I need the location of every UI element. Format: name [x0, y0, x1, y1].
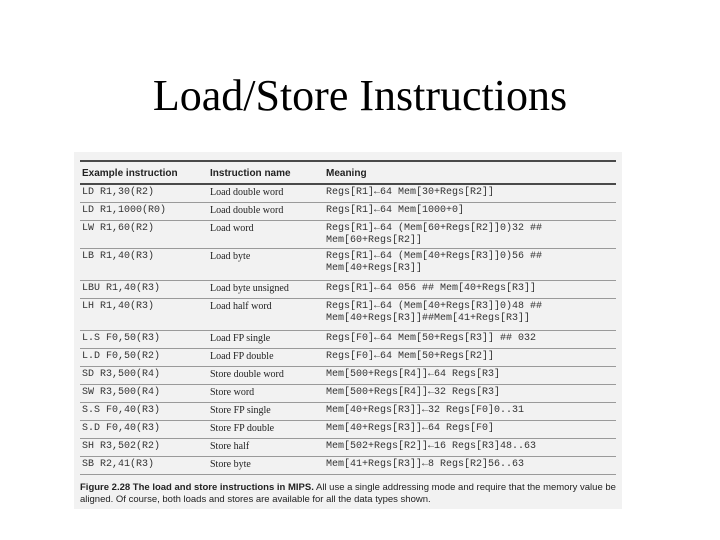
- name-cell: Store word: [208, 385, 324, 403]
- meaning-cell: Regs[R1]←64 (Mem[60+Regs[R2]]0)32 ## Mem[60+Regs[R2]]: [324, 221, 616, 249]
- example-cell: SW R3,500(R4): [80, 385, 208, 403]
- instruction-table: [80, 160, 616, 475]
- table-row: [80, 281, 616, 299]
- name-cell: Store FP single: [208, 403, 324, 421]
- header-meaning: Meaning: [324, 161, 616, 184]
- example-cell: SD R3,500(R4): [80, 367, 208, 385]
- example-cell: LD R1,1000(R0): [80, 203, 208, 221]
- example-cell: S.S F0,40(R3): [80, 403, 208, 421]
- figure-caption-text: All use a single addressing mode and require that the memory value be aligned. Of course, both loads and stores are available for all the data types shown.: [80, 482, 616, 505]
- table-row: [80, 439, 616, 457]
- example-cell: LB R1,40(R3): [80, 249, 208, 281]
- table-row: [80, 184, 616, 203]
- example-cell: LD R1,30(R2): [80, 184, 208, 203]
- name-cell: Load FP double: [208, 349, 324, 367]
- figure-label: Figure 2.28 The load and store instructions in MIPS.: [80, 482, 314, 493]
- name-cell: Load FP single: [208, 331, 324, 349]
- table-row: [80, 203, 616, 221]
- meaning-cell: Mem[40+Regs[R3]]←32 Regs[F0]0..31: [324, 403, 616, 421]
- example-cell: S.D F0,40(R3): [80, 421, 208, 439]
- meaning-cell: Mem[41+Regs[R3]]←8 Regs[R2]56..63: [324, 457, 616, 475]
- name-cell: Load half word: [208, 299, 324, 331]
- meaning-cell: Regs[R1]←64 Mem[1000+0]: [324, 203, 616, 221]
- example-cell: LW R1,60(R2): [80, 221, 208, 249]
- name-cell: Store half: [208, 439, 324, 457]
- table-row: [80, 367, 616, 385]
- table-row: [80, 421, 616, 439]
- name-cell: Load word: [208, 221, 324, 249]
- header-name: Instruction name: [208, 161, 324, 184]
- table-row: [80, 385, 616, 403]
- figure-caption: [80, 482, 616, 506]
- meaning-cell: Regs[F0]←64 Mem[50+Regs[R2]]: [324, 349, 616, 367]
- meaning-cell: Mem[502+Regs[R2]]←16 Regs[R3]48..63: [324, 439, 616, 457]
- table-header-row: [80, 161, 616, 184]
- meaning-cell: Regs[R1]←64 Mem[30+Regs[R2]]: [324, 184, 616, 203]
- table-row: [80, 221, 616, 249]
- table-row: [80, 299, 616, 331]
- header-example: Example instruction: [80, 161, 208, 184]
- example-cell: L.D F0,50(R2): [80, 349, 208, 367]
- meaning-cell: Mem[500+Regs[R4]]←32 Regs[R3]: [324, 385, 616, 403]
- example-cell: LBU R1,40(R3): [80, 281, 208, 299]
- name-cell: Load byte: [208, 249, 324, 281]
- name-cell: Store double word: [208, 367, 324, 385]
- meaning-cell: Regs[R1]←64 (Mem[40+Regs[R3]]0)56 ## Mem[40+Regs[R3]]: [324, 249, 616, 281]
- name-cell: Load double word: [208, 203, 324, 221]
- meaning-cell: Regs[F0]←64 Mem[50+Regs[R3]] ## 032: [324, 331, 616, 349]
- table-row: [80, 349, 616, 367]
- table-row: [80, 249, 616, 281]
- name-cell: Store byte: [208, 457, 324, 475]
- name-cell: Store FP double: [208, 421, 324, 439]
- table-row: [80, 403, 616, 421]
- example-cell: L.S F0,50(R3): [80, 331, 208, 349]
- slide-title: Load/Store Instructions: [152, 71, 568, 120]
- name-cell: Load double word: [208, 184, 324, 203]
- table-row: [80, 331, 616, 349]
- scanned-figure: [74, 152, 622, 509]
- meaning-cell: Mem[500+Regs[R4]]←64 Regs[R3]: [324, 367, 616, 385]
- table-row: [80, 457, 616, 475]
- example-cell: SB R2,41(R3): [80, 457, 208, 475]
- meaning-cell: Mem[40+Regs[R3]]←64 Regs[F0]: [324, 421, 616, 439]
- example-cell: SH R3,502(R2): [80, 439, 208, 457]
- example-cell: LH R1,40(R3): [80, 299, 208, 331]
- name-cell: Load byte unsigned: [208, 281, 324, 299]
- meaning-cell: Regs[R1]←64 056 ## Mem[40+Regs[R3]]: [324, 281, 616, 299]
- meaning-cell: Regs[R1]←64 (Mem[40+Regs[R3]]0)48 ## Mem[40+Regs[R3]]##Mem[41+Regs[R3]]: [324, 299, 616, 331]
